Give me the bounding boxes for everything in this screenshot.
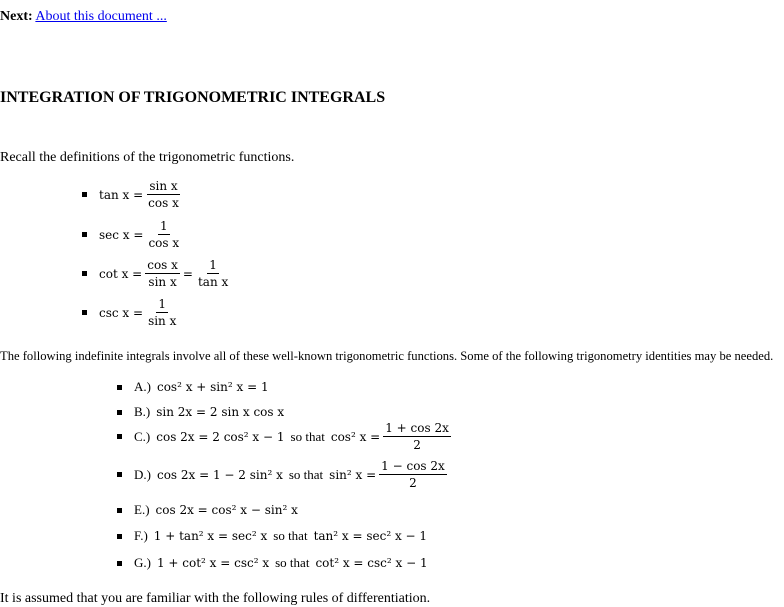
denominator: cos x xyxy=(148,236,180,250)
denominator: sin x xyxy=(148,275,177,289)
fraction xyxy=(383,421,451,452)
connector-text: so that xyxy=(288,466,324,482)
numerator: 1 xyxy=(209,258,217,272)
formula: cos² x + sin² x = 1 xyxy=(156,380,269,394)
formula: 1 + cot² x = csc² x xyxy=(156,556,270,570)
fraction xyxy=(146,219,181,250)
closing-text: It is assumed that you are familiar with the following rules of differentiation. xyxy=(0,591,431,606)
identity-a xyxy=(117,379,269,395)
formula: cos 2x = 1 − 2 sin² x xyxy=(156,467,283,482)
bullet xyxy=(82,192,87,197)
formula: tan² x = sec² x − 1 xyxy=(313,529,428,543)
connector-text: so that xyxy=(275,555,310,570)
connector-text: so that xyxy=(273,528,308,543)
formula: cos 2x = 2 cos² x − 1 xyxy=(156,429,285,444)
denominator: 2 xyxy=(413,438,421,452)
bullet xyxy=(117,561,122,566)
identity-label: F.) xyxy=(134,528,148,543)
formula: cos 2x = cos² x − sin² x xyxy=(155,503,298,517)
next-link[interactable]: About this document ... xyxy=(35,9,167,24)
identity-label: G.) xyxy=(134,555,151,570)
formula-lhs: sin² x = xyxy=(329,467,377,482)
formula-lhs: cot x = xyxy=(99,266,143,281)
bullet xyxy=(82,271,87,276)
formula-lhs: csc x = xyxy=(99,305,144,320)
formula: sin 2x = 2 sin x cos x xyxy=(156,405,285,419)
formula-lhs: tan x = xyxy=(99,187,144,202)
page-title: INTEGRATION OF TRIGONOMETRIC INTEGRALS xyxy=(0,89,386,106)
denominator: 2 xyxy=(409,476,417,490)
paragraph: The following indefinite integrals involve all of these well-known trigonometric functions. Some of the following trigonometry identities may be needed. xyxy=(0,349,774,363)
identity-label: D.) xyxy=(134,466,151,482)
definition-csc xyxy=(82,297,181,328)
identity-label: C.) xyxy=(134,428,151,444)
fraction xyxy=(146,297,178,328)
denominator: cos x xyxy=(148,196,179,210)
navigation xyxy=(0,9,167,25)
bullet xyxy=(82,232,87,237)
numerator: 1 xyxy=(159,219,168,233)
bullet xyxy=(117,410,122,415)
bullet xyxy=(117,434,122,439)
definition-cot xyxy=(82,258,233,289)
intro-text: Recall the definitions of the trigonometric functions. xyxy=(0,150,295,165)
formula-lhs: cos² x = xyxy=(330,429,381,444)
fraction xyxy=(145,258,180,289)
definition-tan xyxy=(82,179,184,210)
identity-g xyxy=(117,555,428,571)
identity-label: A.) xyxy=(134,379,151,394)
identity-f xyxy=(117,528,427,544)
bullet xyxy=(117,385,122,390)
definition-sec xyxy=(82,219,184,250)
numerator: 1 xyxy=(158,297,167,311)
numerator: 1 + cos 2x xyxy=(385,421,449,435)
denominator: tan x xyxy=(197,275,229,289)
denominator: sin x xyxy=(148,314,177,328)
connector-text: so that xyxy=(290,428,325,444)
bullet xyxy=(117,534,122,539)
identity-b xyxy=(117,404,284,420)
numerator: sin x xyxy=(149,179,178,193)
bullet xyxy=(117,508,122,513)
bullet xyxy=(117,472,122,477)
formula: 1 + tan² x = sec² x xyxy=(153,529,268,543)
formula-lhs: sec x = xyxy=(99,227,144,242)
numerator: cos x xyxy=(147,258,178,272)
identity-c xyxy=(117,421,454,452)
identity-d xyxy=(117,459,450,490)
fraction xyxy=(379,459,447,490)
fraction xyxy=(196,258,230,289)
fraction xyxy=(146,179,181,210)
numerator: 1 − cos 2x xyxy=(381,459,445,473)
formula: cot² x = csc² x − 1 xyxy=(315,556,428,570)
identity-label: B.) xyxy=(134,404,151,419)
next-label: Next: xyxy=(0,9,33,24)
equals-sign: = xyxy=(182,266,193,281)
identity-e xyxy=(117,502,298,518)
bullet xyxy=(82,310,87,315)
identity-label: E.) xyxy=(134,502,150,517)
